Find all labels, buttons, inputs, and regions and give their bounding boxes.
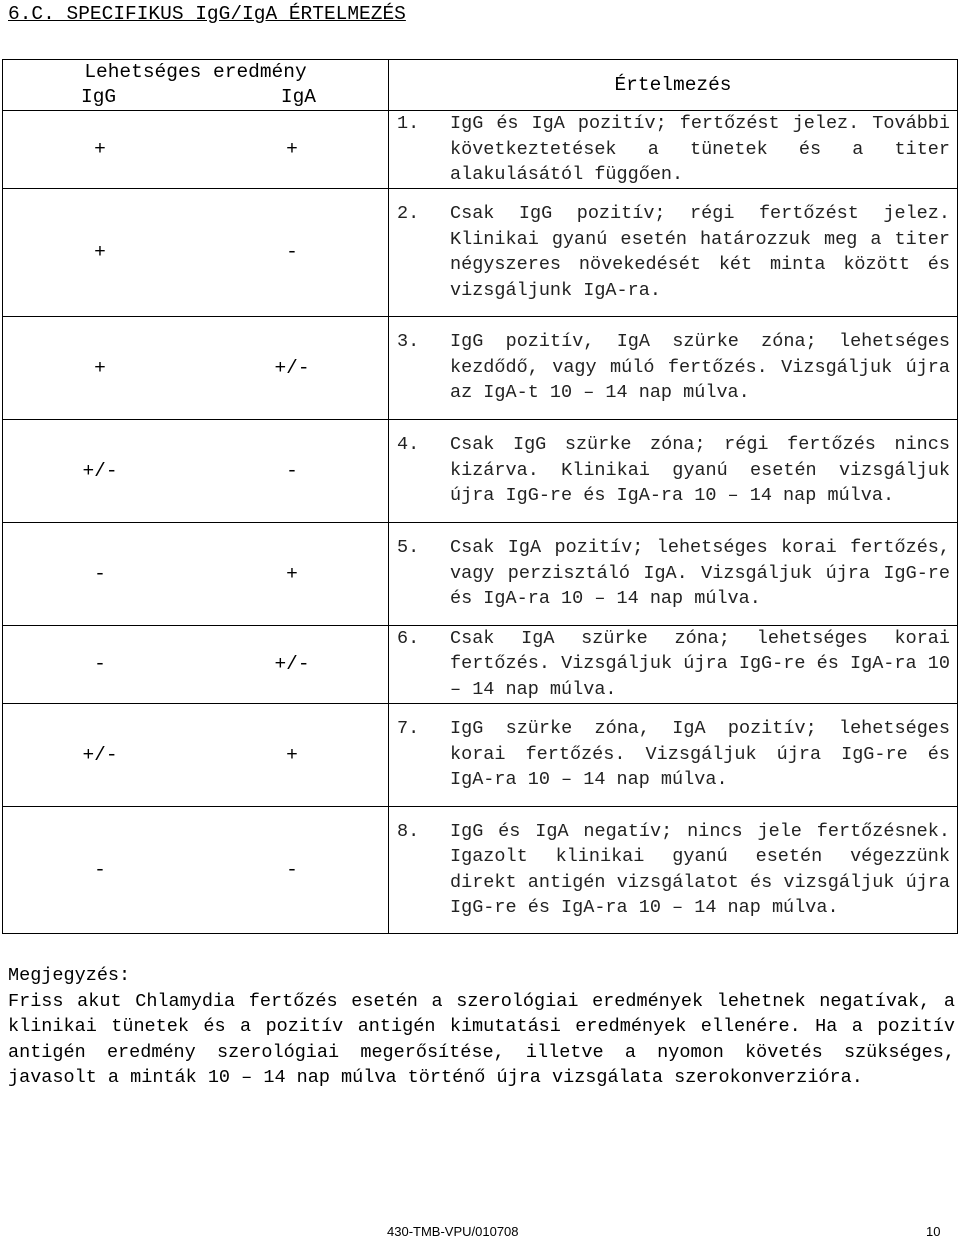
header-iga: IgA [280, 86, 316, 108]
interpretation-cell [389, 806, 958, 933]
table-row [3, 806, 958, 933]
iga-value: +/- [274, 356, 310, 379]
header-possible-label: Lehetséges eredmény [84, 61, 307, 83]
igg-value: - [94, 562, 106, 585]
item-text: Csak IgG pozitív; régi fertőzést jelez. Klinikai gyanú esetén határozzuk meg a titer négyszeres növekedését két minta között és vizsgáljunk IgA-ra. [450, 203, 950, 301]
iga-value: - [286, 241, 298, 263]
item-number: 4. [397, 434, 420, 456]
results-table [2, 59, 958, 934]
interpretation-cell [389, 419, 958, 522]
result-cell [3, 316, 389, 419]
igg-value: +/- [82, 743, 118, 766]
iga-value: +/- [274, 653, 310, 675]
igg-value: +/- [82, 459, 118, 482]
iga-value: - [286, 459, 298, 482]
igg-value: - [94, 858, 106, 881]
header-igg: IgG [81, 86, 117, 108]
page-number: 10 [926, 1224, 941, 1239]
item-number: 6. [397, 627, 420, 649]
header-possible-result [3, 60, 389, 111]
item-text: IgG és IgA pozitív; fertőzést jelez. További következtetések a tünetek és a titer alakulásától függően. [450, 113, 950, 185]
result-cell [3, 806, 389, 933]
item-text: Csak IgA pozitív; lehetséges korai fertőzés, vagy perzisztáló IgA. Vizsgáljuk újra IgG-re és IgA-ra 10 – 14 nap múlva. [450, 537, 950, 610]
item-number: 2. [397, 203, 420, 224]
page-heading: 6.C. SPECIFIKUS IgG/IgA ÉRTELMEZÉS [8, 3, 406, 25]
interpretation-cell [389, 188, 958, 316]
item-text: IgG és IgA negatív; nincs jele fertőzésnek. Igazolt klinikai gyanú esetén végezzünk direkt antigén vizsgálatot és vizsgáljuk újra IgG-re és IgA-ra 10 – 14 nap múlva. [450, 820, 950, 918]
igg-value: - [94, 653, 106, 675]
note-text: Friss akut Chlamydia fertőzés esetén a szerológiai eredmények lehetnek negatívak, a klinikai tünetek és a pozitív antigén kimutatási eredmények ellenére. Ha a pozitív antigén eredmény szerológiai megerősítése, illetve a nyomon követés szükséges, javasolt a minták 10 – 14 nap múlva történő újra vizsgálata szerokonverzióra. [8, 990, 955, 1088]
table-row [3, 316, 958, 419]
table-row [3, 522, 958, 625]
interpretation-cell [389, 316, 958, 419]
interpretation-cell [389, 522, 958, 625]
table-header-row [3, 60, 958, 111]
igg-value: + [94, 138, 106, 161]
item-number: 3. [397, 331, 420, 353]
item-number: 7. [397, 718, 420, 740]
interpretation-cell [389, 703, 958, 806]
iga-value: + [286, 743, 298, 766]
item-number: 5. [397, 537, 420, 559]
header-interpretation: Értelmezés [389, 60, 958, 111]
iga-value: + [286, 138, 298, 161]
item-number: 8. [397, 820, 420, 842]
table-row [3, 111, 958, 189]
interpretation-cell [389, 625, 958, 703]
item-text: Csak IgG szürke zóna; régi fertőzés nincs kizárva. Klinikai gyanú esetén vizsgáljuk újra IgG-re és IgA-ra 10 – 14 nap múlva. [450, 434, 950, 507]
iga-value: + [286, 562, 298, 585]
note-section [8, 963, 955, 1091]
result-cell [3, 111, 389, 189]
item-text: Csak IgA szürke zóna; lehetséges korai fertőzés. Vizsgáljuk újra IgG-re és IgA-ra 10 – 14 nap múlva. [450, 627, 950, 700]
result-cell [3, 419, 389, 522]
item-number: 1. [397, 113, 420, 134]
table-row [3, 188, 958, 316]
note-label: Megjegyzés: [8, 965, 131, 986]
result-cell [3, 522, 389, 625]
interpretation-cell [389, 111, 958, 189]
table-row [3, 625, 958, 703]
item-text: IgG szürke zóna, IgA pozitív; lehetséges korai fertőzés. Vizsgáljuk újra IgG-re és IgA-ra 10 – 14 nap múlva. [450, 718, 950, 791]
igg-value: + [94, 241, 106, 263]
document-code: 430-TMB-VPU/010708 [387, 1224, 519, 1239]
item-text: IgG pozitív, IgA szürke zóna; lehetséges kezdődő, vagy múló fertőzés. Vizsgáljuk újra az IgA-t 10 – 14 nap múlva. [450, 331, 950, 404]
result-cell [3, 188, 389, 316]
table-row [3, 703, 958, 806]
igg-value: + [94, 356, 106, 379]
table-row [3, 419, 958, 522]
result-cell [3, 625, 389, 703]
result-cell [3, 703, 389, 806]
iga-value: - [286, 858, 298, 881]
